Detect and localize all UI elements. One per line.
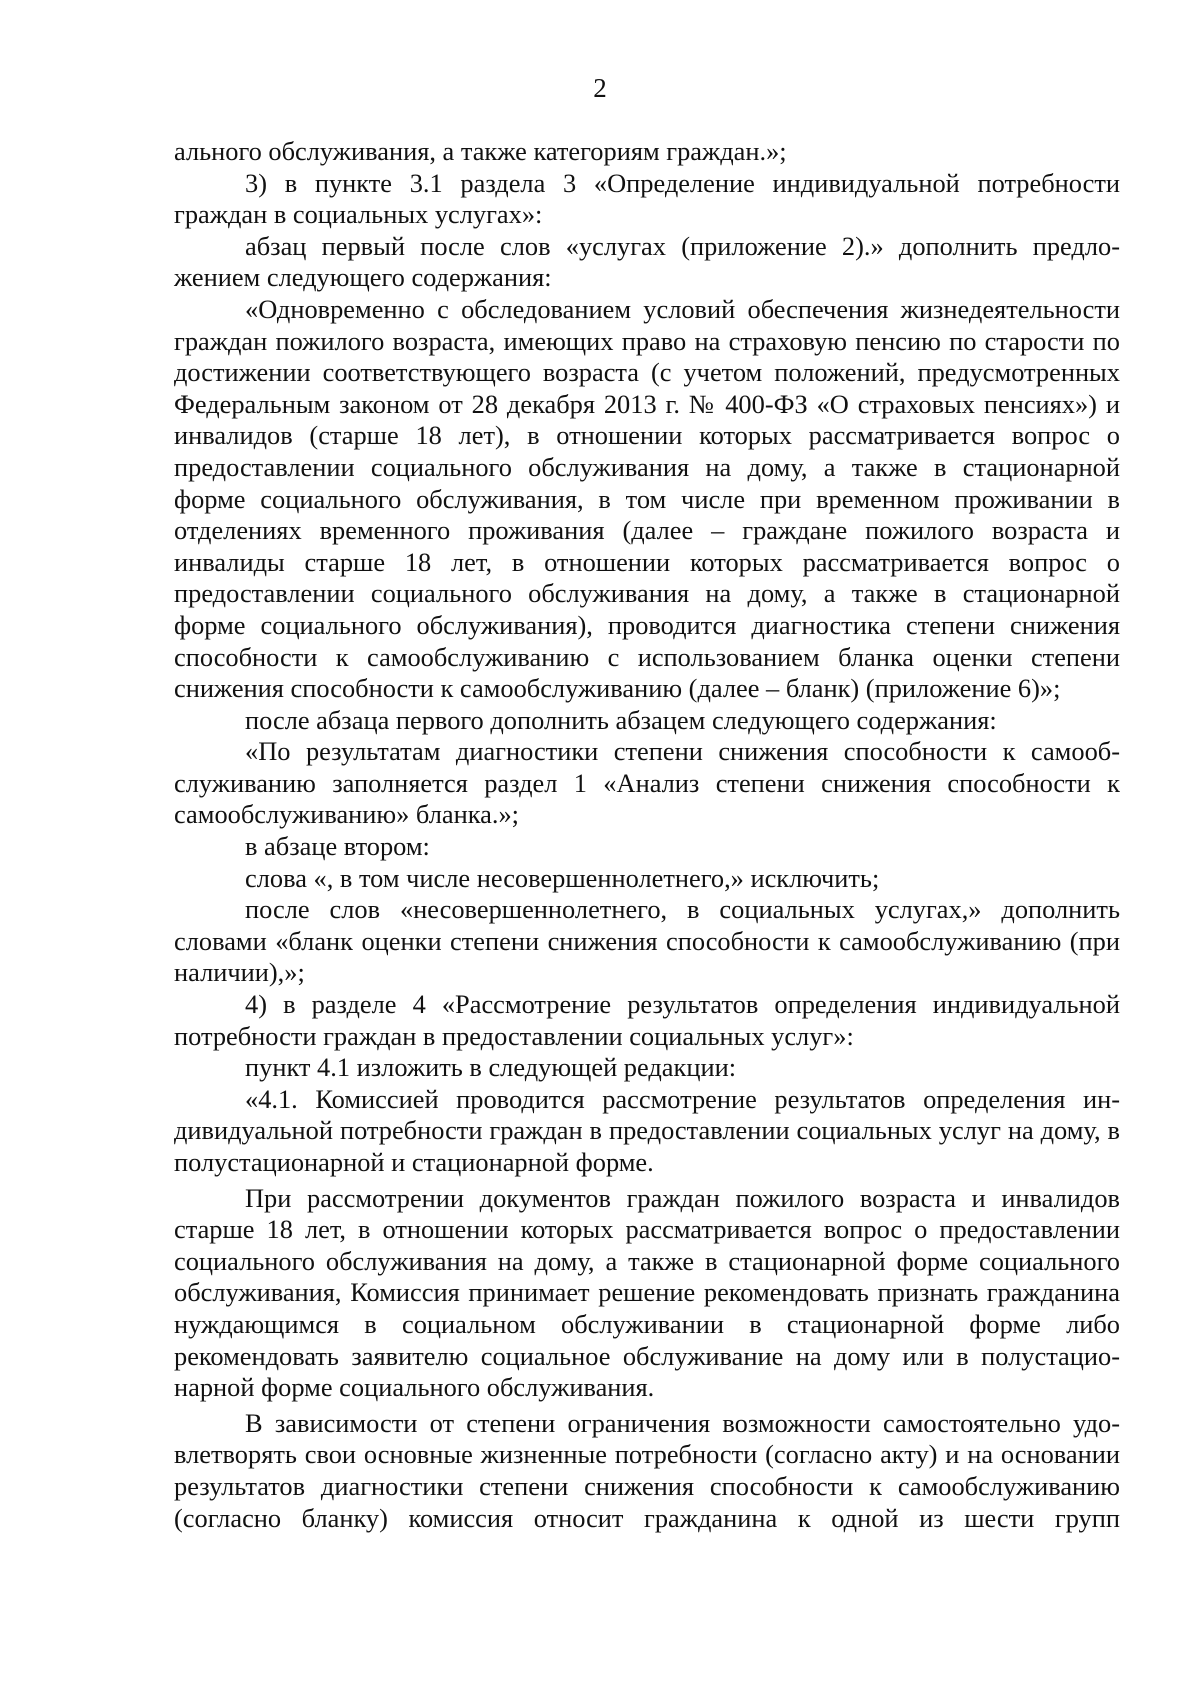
paragraph-second-abzac: в абзаце втором:: [245, 831, 430, 862]
paragraph-exclude-words: слова «, в том числе несовершеннолетнего,» исключить;: [245, 862, 880, 893]
paragraph-add-abzac: после абзаца первого дополнить абзацем следующего содержания:: [245, 704, 997, 735]
paragraph-quoted-diagnostics: «Одновременно с обследованием условий обеспечения жизнедеятельности граждан пожилого возраста, имеющих право на страховую пенсию по старости по достижении соответствующего возраста (с учетом положений, предусмотренных Федеральным законом от 28 декабря 2013 г. № 400-ФЗ «О страховых пенсиях») и инвалидов (старше 18 лет), в отношении которых рассматривается вопрос о предоставлении социального обслуживания на дому, а также в стационарной форме социального обслуживания, в том числе при временном проживании в отделениях временного проживания (далее – граждане пожилого возраста и инвалиды старше 18 лет, в отношении которых рассматривается вопрос о предоставлении социального обслуживания на дому, а также в стационарной форме социального обслуживания), проводится диагностика степени снижения способности к самообслуживанию с использованием бланка оценки степени снижения способности к самообслуживанию (далее – бланк) (приложение 6)»;: [174, 293, 1120, 704]
paragraph-amendment-first-abzac: абзац первый после слов «услугах (приложение 2).» дополнить предложением следующего содержания:: [174, 230, 1120, 293]
paragraph-point-4-1: пункт 4.1 изложить в следующей редакции:: [245, 1052, 737, 1083]
paragraph-quoted-4-1: «4.1. Комиссией проводится рассмотрение результатов определения индивидуальной потребности граждан в предоставлении социальных услуг на дому, в полустационарной и стационарной форме.: [174, 1083, 1120, 1177]
paragraph-continuation: ального обслуживания, а также категориям граждан.»;: [174, 136, 787, 166]
paragraph-add-words: после слов «несовершеннолетнего, в социальных услугах,» дополнить словами «бланк оценки степени снижения способности к самообслуживанию (при наличии),»;: [174, 894, 1120, 988]
page-number: 2: [593, 73, 607, 103]
paragraph-item-3: 3) в пункте 3.1 раздела 3 «Определение индивидуальной потребности граждан в социальных услугах»:: [174, 167, 1120, 230]
paragraph-commission-decision: При рассмотрении документов граждан пожилого возраста и инвалидов старше 18 лет, в отношении которых рассматривается вопрос о предоставлении социального обслуживания на дому, а также в стационарной форме социального обслуживания, Комиссия принимает решение рекомендовать признать гражданина нуждающимся в социальном обслуживании в стационарной форме либо рекомендовать заявителю социальное обслуживание на дому или в полустационарной форме социального обслуживания.: [174, 1182, 1120, 1403]
paragraph-item-4: 4) в разделе 4 «Рассмотрение результатов определения индивидуальной потребности граждан в предоставлении социальных услуг»:: [174, 989, 1120, 1051]
document-body: [174, 136, 1120, 1534]
paragraph-groups: В зависимости от степени ограничения возможности самостоятельно удовлетворять свои основные жизненные потребности (согласно акту) и на основании результатов диагностики степени снижения способности к самообслуживанию (согласно бланку) комиссия относит гражданина к одной из шести групп: [174, 1407, 1120, 1533]
paragraph-quoted-results: «По результатам диагностики степени снижения способности к самообслуживанию заполняется раздел 1 «Анализ степени снижения способности к самообслуживанию» бланка.»;: [174, 736, 1120, 830]
